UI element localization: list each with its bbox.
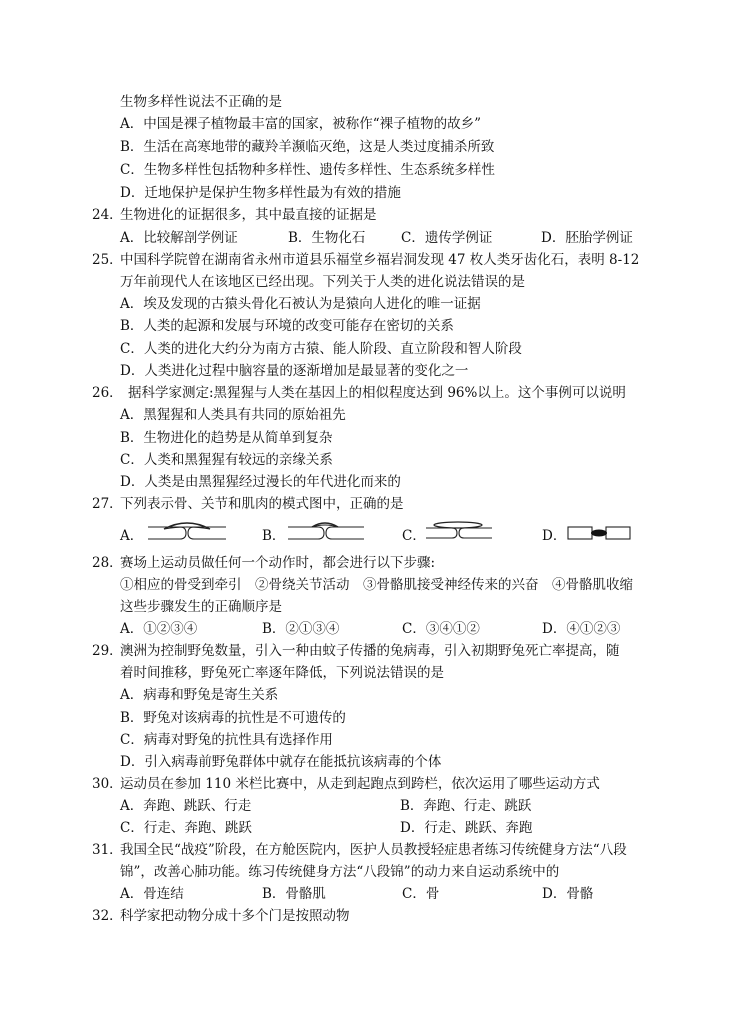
q25-stem-line1: 中国科学院曾在湖南省永州市道县乐福堂乡福岩洞发现 47 枚人类牙齿化石，表明 8-12 — [120, 252, 640, 268]
q26-number: 26． — [92, 385, 123, 401]
q29-option-c: C．病毒对野兔的抗性具有选择作用 — [120, 732, 333, 748]
q28-stem2: 这些步骤发生的正确顺序是 — [120, 599, 282, 615]
q26-option-a: A．黑猩猩和人类具有共同的原始祖先 — [120, 407, 346, 423]
q23-option-c: C．生物多样性包括物种多样性、遗传多样性、生态系统多样性 — [120, 162, 495, 178]
q24-option-d: D．胚胎学例证 — [541, 230, 633, 246]
q29-option-a: A．病毒和野兔是寄生关系 — [120, 687, 279, 703]
q25-option-c: C．人类的进化大约分为南方古猿、能人阶段、直立阶段和智人阶段 — [120, 341, 522, 357]
q31-option-b: B．骨骼肌 — [262, 886, 326, 902]
q28-stem: 赛场上运动员做任何一个动作时，都会进行以下步骤: — [120, 555, 436, 571]
q27-option-b-label: B． — [262, 528, 286, 544]
q27-option-d-figure — [566, 519, 632, 547]
q25-option-b: B．人类的起源和发展与环境的改变可能存在密切的关系 — [120, 318, 454, 334]
q31-option-c: C．骨 — [402, 886, 440, 902]
q31-stem-line2: 锦”，改善心肺功能。练习传统健身方法“八段锦”的动力来自运动系统中的 — [120, 864, 560, 880]
q23-option-d: D．迁地保护是保护生物多样性最为有效的措施 — [120, 185, 401, 201]
q25-option-d: D．人类进化过程中脑容量的逐渐增加是最显著的变化之一 — [120, 363, 469, 379]
q30-option-b: B．奔跑、行走、跳跃 — [400, 798, 532, 814]
q25-number: 25． — [92, 252, 123, 268]
q31-option-a: A．骨连结 — [120, 886, 184, 902]
q26-option-d: D．人类是由黑猩猩经过漫长的年代进化而来的 — [120, 474, 401, 490]
q26-stem: 据科学家测定:黑猩猩与人类在基因上的相似程度达到 96%以上。这个事例可以说明 — [128, 385, 626, 401]
q27-option-a-figure — [146, 519, 228, 547]
q28-steps: ①相应的骨受到牵引 ②骨绕关节活动 ③骨骼肌接受神经传来的兴奋 ④骨骼肌收缩 — [120, 577, 633, 593]
q29-option-b: B．野兔对该病毒的抗性是不可遗传的 — [120, 710, 346, 726]
q27-option-d-label: D． — [542, 528, 567, 544]
q30-number: 30． — [92, 776, 123, 792]
q29-number: 29． — [92, 643, 123, 659]
q32-number: 32． — [92, 908, 123, 924]
q25-stem-line2: 万年前现代人在该地区已经出现。下列关于人类的进化说法错误的是 — [120, 274, 525, 290]
q25-option-a: A．埃及发现的古猿头骨化石被认为是猿向人进化的唯一证据 — [120, 296, 481, 312]
q23-option-a: A．中国是裸子植物最丰富的国家，被称作“裸子植物的故乡” — [120, 116, 482, 132]
q27-option-c-label: C． — [402, 528, 426, 544]
q30-option-a: A．奔跑、跳跃、行走 — [120, 798, 252, 814]
q30-stem: 运动员在参加 110 米栏比赛中，从走到起跑点到跨栏，依次运用了哪些运动方式 — [120, 776, 600, 792]
q31-stem-line1: 我国全民“战疫”阶段，在方舱医院内，医护人员教授轻症患者练习传统健身方法“八段 — [120, 842, 627, 858]
q29-stem-line1: 澳洲为控制野兔数量，引入一种由蚊子传播的兔病毒，引入初期野兔死亡率提高，随 — [120, 643, 620, 659]
q31-number: 31． — [92, 842, 123, 858]
q29-stem-line2: 着时间推移，野兔死亡率逐年降低，下列说法错误的是 — [120, 665, 444, 681]
q30-option-c: C．行走、奔跑、跳跃 — [120, 820, 252, 836]
q27-number: 27． — [92, 496, 123, 512]
q24-option-a: A．比较解剖学例证 — [120, 230, 238, 246]
q24-option-b: B．生物化石 — [288, 230, 366, 246]
q24-option-c: C．遗传学例证 — [401, 230, 493, 246]
q29-option-d: D．引入病毒前野兔群体中就存在能抵抗该病毒的个体 — [120, 754, 442, 770]
q30-option-d: D．行走、跳跃、奔跑 — [400, 820, 533, 836]
q26-option-b: B．生物进化的趋势是从简单到复杂 — [120, 430, 333, 446]
q23-stem: 生物多样性说法不正确的是 — [120, 94, 282, 110]
q24-stem: 生物进化的证据很多，其中最直接的证据是 — [120, 207, 377, 223]
q24-number: 24． — [92, 207, 123, 223]
q32-stem: 科学家把动物分成十多个门是按照动物 — [120, 908, 350, 924]
q28-option-c: C．③④①② — [402, 621, 480, 637]
q28-option-b: B．②①③④ — [262, 621, 340, 637]
q27-option-a-label: A． — [120, 528, 144, 544]
q26-option-c: C．人类和黑猩猩有较远的亲缘关系 — [120, 452, 333, 468]
q28-option-d: D．④①②③ — [542, 621, 621, 637]
q28-number: 28． — [92, 555, 123, 571]
q27-option-b-figure — [286, 519, 366, 547]
q27-stem: 下列表示骨、关节和肌肉的模式图中，正确的是 — [120, 496, 404, 512]
q27-option-c-figure — [424, 519, 494, 547]
q31-option-d: D．骨骼 — [542, 886, 594, 902]
q28-option-a: A．①②③④ — [120, 621, 198, 637]
q23-option-b: B．生活在高寒地带的藏羚羊濒临灭绝，这是人类过度捕杀所致 — [120, 139, 495, 155]
